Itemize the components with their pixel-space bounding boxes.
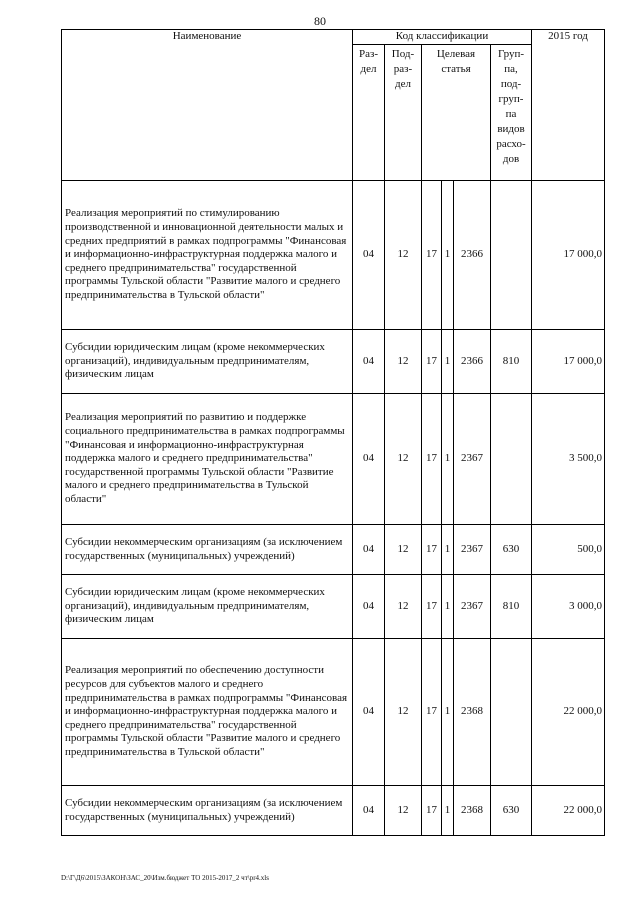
row-subsection: 12 xyxy=(385,181,422,330)
row-target-subprogram: 1 xyxy=(442,575,454,639)
header-target-article: Целевая статья xyxy=(422,45,491,181)
row-target-subprogram: 1 xyxy=(442,394,454,525)
row-target-subprogram: 1 xyxy=(442,786,454,836)
file-path-footer: D:\Г\Д6\2015\ЗАКОН\ЗАС_20\Изм.бюджет ТО 2015-2017_2 чт\pr4.xls xyxy=(61,874,269,882)
row-target-code: 2368 xyxy=(454,639,491,786)
row-subsection: 12 xyxy=(385,525,422,575)
row-amount: 500,0 xyxy=(532,525,605,575)
table-row xyxy=(62,330,605,394)
row-target-code: 2366 xyxy=(454,330,491,394)
row-expense-group xyxy=(491,639,532,786)
row-amount: 22 000,0 xyxy=(532,786,605,836)
row-section: 04 xyxy=(353,181,385,330)
budget-table xyxy=(61,29,605,836)
row-section: 04 xyxy=(353,575,385,639)
row-target-code: 2367 xyxy=(454,394,491,525)
row-name: Реализация мероприятий по стимулированию производственной и инновационной деятельности малых и средних предприятий в рамках подпрограммы "Финансовая и информационно-инфраструктурная поддержка малого и среднего предпринимательства" государственной программы Тульской области "Развитие малого и среднего предпринимательства в Тульской области" xyxy=(62,181,353,330)
header-section: Раз- дел xyxy=(353,45,385,181)
row-expense-group: 630 xyxy=(491,525,532,575)
row-name: Реализация мероприятий по обеспечению доступности ресурсов для субъектов малого и среднего предпринимательства в рамках подпрограммы "Финансовая и информационно-инфраструктурная поддержка малого и среднего предпринимательства" государственной программы Тульской области "Развитие малого и среднего предпринимательства в Тульской области" xyxy=(62,639,353,786)
row-target-subprogram: 1 xyxy=(442,639,454,786)
row-target-program: 17 xyxy=(422,639,442,786)
page-number: 80 xyxy=(314,14,326,28)
row-target-code: 2366 xyxy=(454,181,491,330)
row-target-subprogram: 1 xyxy=(442,181,454,330)
row-expense-group: 630 xyxy=(491,786,532,836)
row-target-program: 17 xyxy=(422,786,442,836)
row-target-code: 2367 xyxy=(454,575,491,639)
table-row xyxy=(62,181,605,330)
row-name: Субсидии некоммерческим организациям (за исключением государственных (муниципальных) учреждений) xyxy=(62,525,353,575)
header-expense-group: Груп- па, под- груп- па видов расхо- дов xyxy=(491,45,532,181)
row-target-subprogram: 1 xyxy=(442,525,454,575)
row-subsection: 12 xyxy=(385,639,422,786)
row-target-program: 17 xyxy=(422,575,442,639)
row-target-code: 2367 xyxy=(454,525,491,575)
row-section: 04 xyxy=(353,525,385,575)
row-expense-group xyxy=(491,394,532,525)
table-row xyxy=(62,786,605,836)
row-name: Субсидии юридическим лицам (кроме некоммерческих организаций), индивидуальным предпринимателям, физическим лицам xyxy=(62,575,353,639)
row-amount: 17 000,0 xyxy=(532,181,605,330)
row-target-code: 2368 xyxy=(454,786,491,836)
row-amount: 22 000,0 xyxy=(532,639,605,786)
row-subsection: 12 xyxy=(385,394,422,525)
row-amount: 3 000,0 xyxy=(532,575,605,639)
row-target-program: 17 xyxy=(422,330,442,394)
header-subsection: Под- раз- дел xyxy=(385,45,422,181)
header-year: 2015 год xyxy=(532,30,605,181)
row-name: Реализация мероприятий по развитию и поддержке социального предпринимательства в рамках подпрограммы "Финансовая и информационно-инфраструктурная поддержка малого и среднего предпринимательства" государственной программы Тульской области "Развитие малого и среднего предпринимательства в Тульской области" xyxy=(62,394,353,525)
table-row xyxy=(62,575,605,639)
row-name: Субсидии юридическим лицам (кроме некоммерческих организаций), индивидуальным предпринимателям, физическим лицам xyxy=(62,330,353,394)
row-target-program: 17 xyxy=(422,181,442,330)
row-amount: 3 500,0 xyxy=(532,394,605,525)
row-section: 04 xyxy=(353,786,385,836)
table-row xyxy=(62,394,605,525)
row-expense-group: 810 xyxy=(491,575,532,639)
row-section: 04 xyxy=(353,330,385,394)
table-row xyxy=(62,525,605,575)
header-code-group: Код классификации xyxy=(353,30,532,45)
row-target-subprogram: 1 xyxy=(442,330,454,394)
row-section: 04 xyxy=(353,639,385,786)
row-target-program: 17 xyxy=(422,394,442,525)
row-subsection: 12 xyxy=(385,786,422,836)
row-subsection: 12 xyxy=(385,330,422,394)
row-subsection: 12 xyxy=(385,575,422,639)
row-name: Субсидии некоммерческим организациям (за исключением государственных (муниципальных) учреждений) xyxy=(62,786,353,836)
table-row xyxy=(62,639,605,786)
header-name: Наименование xyxy=(62,30,353,181)
row-section: 04 xyxy=(353,394,385,525)
row-expense-group xyxy=(491,181,532,330)
row-target-program: 17 xyxy=(422,525,442,575)
row-expense-group: 810 xyxy=(491,330,532,394)
row-amount: 17 000,0 xyxy=(532,330,605,394)
